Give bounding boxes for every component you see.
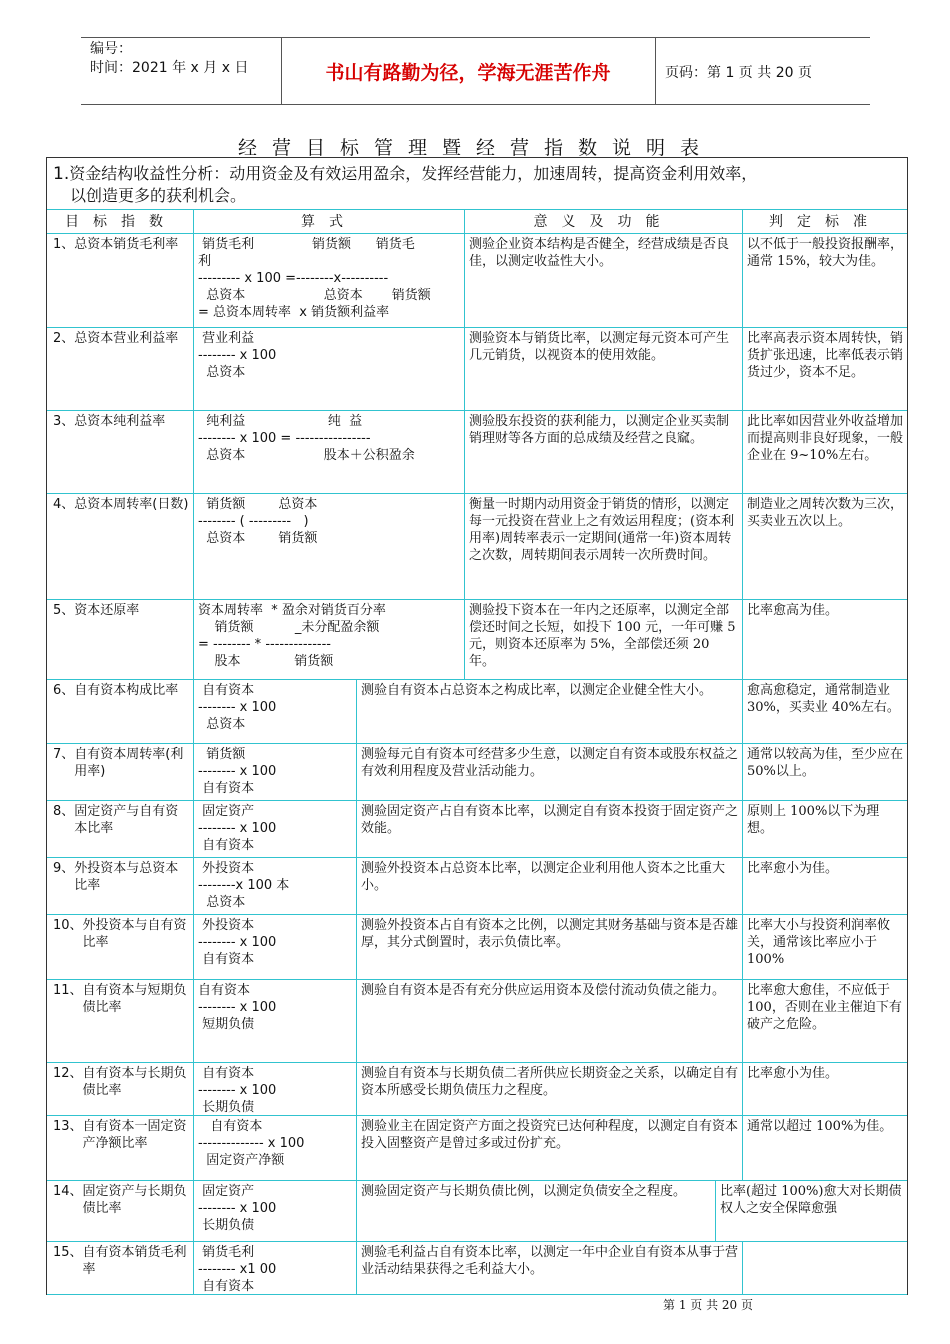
formula-cell: 资本周转率 * 盈余对销货百分率 销货额 _未分配盈余额 = -------- * -------------- 股本 销货额 xyxy=(194,600,465,679)
header-top-rule xyxy=(81,37,870,38)
formula-cell: 营业利益 -------- x 100 总资本 xyxy=(194,328,465,410)
indicator-number: 15、 xyxy=(53,1245,83,1260)
criteria-cell: 通常以超过 100%为佳。 xyxy=(747,1119,893,1134)
table-row xyxy=(47,980,907,1063)
table-row xyxy=(47,494,907,600)
criteria-cell: 此比率如因营业外收益增加而提高则非良好现象，一般企业在 9~10%左右。 xyxy=(747,414,904,463)
criteria-cell: 比率高表示资本周转快，销货扩张迅速，比率低表示销货过少，资本不足。 xyxy=(747,331,904,380)
indicator-number: 13、 xyxy=(53,1119,83,1134)
table-row xyxy=(47,1063,907,1116)
indicator-number: 12、 xyxy=(53,1066,83,1081)
indicator-name: 自有资本与短期负债比率 xyxy=(82,983,187,1015)
formula-cell: 固定资产 -------- x 100 自有资本 xyxy=(194,801,357,857)
meaning-cell: 测验自有资本是否有充分供应运用资本及偿付流动负债之能力。 xyxy=(357,980,743,1062)
criteria-cell: 愈高愈稳定，通常制造业 30%，买卖业 40%左右。 xyxy=(747,683,900,715)
indicator-number: 5、 xyxy=(53,603,75,618)
indicator-name: 自有资本构成比率 xyxy=(74,683,179,698)
formula-cell: 销货额 总资本 -------- ( --------- ) 总资本 销货额 xyxy=(194,494,465,599)
criteria-cell: 比率愈高为佳。 xyxy=(747,603,839,618)
header-meta xyxy=(90,40,248,78)
indicator-name-cell xyxy=(47,411,194,493)
indicator-name-cell xyxy=(47,1063,194,1115)
meaning-cell: 测验自有资本与长期负债二者所供应长期资金之关系，以确定自有资本所感受长期负债压力之程度。 xyxy=(357,1063,743,1115)
criteria-cell: 比率愈大愈佳，不应低于 100，否则在业主催迫下有破产之危险。 xyxy=(747,983,902,1032)
criteria-cell: 制造业之周转次数为三次，买卖业五次以上。 xyxy=(747,497,904,529)
section-intro-line1: 资金结构收益性分析：动用资金及有效运用盈余，发挥经营能力，加速周转，提高资金利用效率， xyxy=(69,164,758,183)
indicator-name: 固定资产与长期负债比率 xyxy=(82,1184,187,1216)
table-row xyxy=(47,1242,907,1295)
formula-cell: 固定资产 -------- x 100 长期负债 xyxy=(194,1181,357,1241)
meaning-cell: 测验自有资本占总资本之构成比率，以测定企业健全性大小。 xyxy=(357,680,743,743)
indicator-name: 总资本纯利益率 xyxy=(74,414,166,429)
indicator-name-cell xyxy=(47,600,194,679)
table-row xyxy=(47,801,907,858)
meaning-cell: 测验毛利益占自有资本比率，以测定一年中企业自有资本从事于营业活动结果获得之毛利益大小。 xyxy=(357,1242,743,1294)
formula-cell: 外投资本 --------x 100 本 总资本 xyxy=(194,858,357,914)
indicator-number: 10、 xyxy=(53,918,83,933)
indicator-number: 3、 xyxy=(53,414,75,429)
table-body xyxy=(47,234,907,1295)
header-motto: 书山有路勤为径，学海无涯苦作舟 xyxy=(325,62,611,84)
table-row xyxy=(47,680,907,744)
indicator-name-cell xyxy=(47,1116,194,1180)
formula-cell: 自有资本 -------- x 100 长期负债 xyxy=(194,1063,357,1115)
criteria-cell: 比率大小与投资利润率攸关，通常该比率应小于 100% xyxy=(747,918,891,967)
table-row xyxy=(47,411,907,494)
indicator-number: 8、 xyxy=(53,804,75,819)
indicator-number: 9、 xyxy=(53,861,75,876)
page-footer: 第 1 页 共 20 页 xyxy=(663,1298,753,1312)
header-bottom-rule xyxy=(81,104,870,105)
criteria-cell: 以不低于一般投资报酬率，通常 15%，较大为佳。 xyxy=(747,237,904,269)
column-header-formula: 算式 xyxy=(194,210,465,233)
page-title: 经营目标管理暨经营指数说明表 xyxy=(237,137,714,159)
indicator-name: 自有资本与长期负债比率 xyxy=(82,1066,187,1098)
indicator-name-cell xyxy=(47,801,194,857)
formula-cell: 自有资本 -------- x 100 短期负债 xyxy=(194,980,357,1062)
indicator-name-cell xyxy=(47,980,194,1062)
indicator-name: 自有资本销货毛利率 xyxy=(82,1245,187,1277)
indicator-name-cell xyxy=(47,915,194,979)
doc-code-label: 编号： xyxy=(90,41,132,57)
formula-cell: 自有资本 -------------- x 100 固定资产净额 xyxy=(194,1116,357,1180)
indicator-number: 14、 xyxy=(53,1184,83,1199)
table-row xyxy=(47,600,907,680)
meaning-cell: 测验股东投资的获利能力，以测定企业买卖制销理财等各方面的总成绩及经营之良窳。 xyxy=(465,411,743,493)
criteria-cell: 比率(超过 100%)愈大对长期债权人之安全保障愈强 xyxy=(720,1184,902,1216)
indicator-name: 资本还原率 xyxy=(74,603,140,618)
formula-cell: 外投资本 -------- x 100 自有资本 xyxy=(194,915,357,979)
indicator-number: 7、 xyxy=(53,747,75,762)
section-intro xyxy=(47,158,907,210)
header-page-info: 页码：第 1 页 共 20 页 xyxy=(665,65,812,81)
indicator-table xyxy=(46,157,908,1295)
indicator-name: 总资本周转率(日数) xyxy=(74,497,189,512)
formula-cell: 自有资本 -------- x 100 总资本 xyxy=(194,680,357,743)
doc-date: 时间：2021 年 x 月 x 日 xyxy=(90,60,249,76)
table-row xyxy=(47,234,907,328)
indicator-number: 6、 xyxy=(53,683,75,698)
indicator-name-cell xyxy=(47,1242,194,1294)
indicator-name-cell xyxy=(47,1181,194,1241)
indicator-number: 1、 xyxy=(53,237,75,252)
meaning-cell: 测验每元自有资本可经营多少生意，以测定自有资本或股东权益之有效利用程度及营业活动能力。 xyxy=(357,744,743,800)
column-header-meaning: 意义及功能 xyxy=(465,210,743,233)
indicator-name-cell xyxy=(47,858,194,914)
meaning-cell: 测验企业资本结构是否健全，经营成绩是否良佳，以测定收益性大小。 xyxy=(465,234,743,327)
criteria-cell: 原则上 100%以下为理想。 xyxy=(747,804,880,836)
criteria-cell: 比率愈小为佳。 xyxy=(747,1066,839,1081)
meaning-cell: 测验固定资产占自有资本比率，以测定自有资本投资于固定资产之效能。 xyxy=(357,801,743,857)
indicator-name: 外投资本与自有资比率 xyxy=(82,918,187,950)
indicator-name-cell xyxy=(47,494,194,599)
indicator-name: 总资本销货毛利率 xyxy=(74,237,179,252)
indicator-name-cell xyxy=(47,328,194,410)
indicator-name: 总资本营业利益率 xyxy=(74,331,179,346)
table-row xyxy=(47,1116,907,1181)
meaning-cell: 测验外投资本占总资本比率，以测定企业利用他人资本之比重大小。 xyxy=(357,858,743,914)
section-number: 1. xyxy=(53,164,70,184)
indicator-name-cell xyxy=(47,680,194,743)
indicator-number: 2、 xyxy=(53,331,75,346)
section-intro-line2: 以创造更多的获利机会。 xyxy=(70,186,247,205)
header-divider-right xyxy=(655,37,656,104)
indicator-name: 固定资产与自有资本比率 xyxy=(74,804,179,836)
criteria-cell xyxy=(743,1242,907,1294)
table-row xyxy=(47,744,907,801)
indicator-name-cell xyxy=(47,234,194,327)
criteria-cell: 通常以较高为佳，至少应在 50%以上。 xyxy=(747,747,904,779)
table-row xyxy=(47,915,907,980)
meaning-cell: 测验资本与销货比率，以测定每元资本可产生几元销货，以视资本的使用效能。 xyxy=(465,328,743,410)
table-header-row xyxy=(47,210,907,234)
indicator-name-cell xyxy=(47,744,194,800)
meaning-cell: 测验固定资产与长期负债比例，以测定负债安全之程度。 xyxy=(357,1181,716,1241)
indicator-name: 自有资本周转率(利用率) xyxy=(74,747,184,779)
indicator-number: 11、 xyxy=(53,983,83,998)
formula-cell: 销货额 -------- x 100 自有资本 xyxy=(194,744,357,800)
table-row xyxy=(47,1181,907,1242)
meaning-cell: 测验外投资本占自有资本之比例，以测定其财务基础与资本是否雄厚，其分式倒置时，表示负债比率。 xyxy=(357,915,743,979)
indicator-name: 自有资本一固定资产净额比率 xyxy=(82,1119,187,1151)
table-row xyxy=(47,328,907,411)
indicator-name: 外投资本与总资本比率 xyxy=(74,861,179,893)
column-header-criteria: 判定标准 xyxy=(769,214,881,230)
formula-cell: 销货毛利 销货额 销货毛 利 --------- x 100 =--------x---------- 总资本 总资本 销货额 = 总资本周转率 x 销货额利益率 xyxy=(194,234,465,327)
criteria-cell: 比率愈小为佳。 xyxy=(747,861,839,876)
meaning-cell: 测验投下资本在一年内之还原率，以测定全部偿还时间之长短，如投下 100 元，一年可赚 5 元，则资本还原率为 5%，全部偿还须 20 年。 xyxy=(465,600,743,679)
formula-cell: 销货毛利 -------- x1 00 自有资本 xyxy=(194,1242,357,1294)
column-header-indicator: 目标指数 xyxy=(47,210,194,233)
indicator-number: 4、 xyxy=(53,497,75,512)
meaning-cell: 测验业主在固定资产方面之投资究已达何种程度，以测定自有资本投入固整资产是曾过多或过份扩充。 xyxy=(357,1116,743,1180)
formula-cell: 纯利益 纯 益 -------- x 100 = ---------------- 总资本 股本＋公积盈余 xyxy=(194,411,465,493)
table-row xyxy=(47,858,907,915)
meaning-cell: 衡量一时期内动用资金于销货的情形，以测定每一元投资在营业上之有效运用程度；(资本利用率)周转率表示一定期间(通常一年)资本周转之次数，周转期间表示周转一次所费时间。 xyxy=(465,494,743,599)
